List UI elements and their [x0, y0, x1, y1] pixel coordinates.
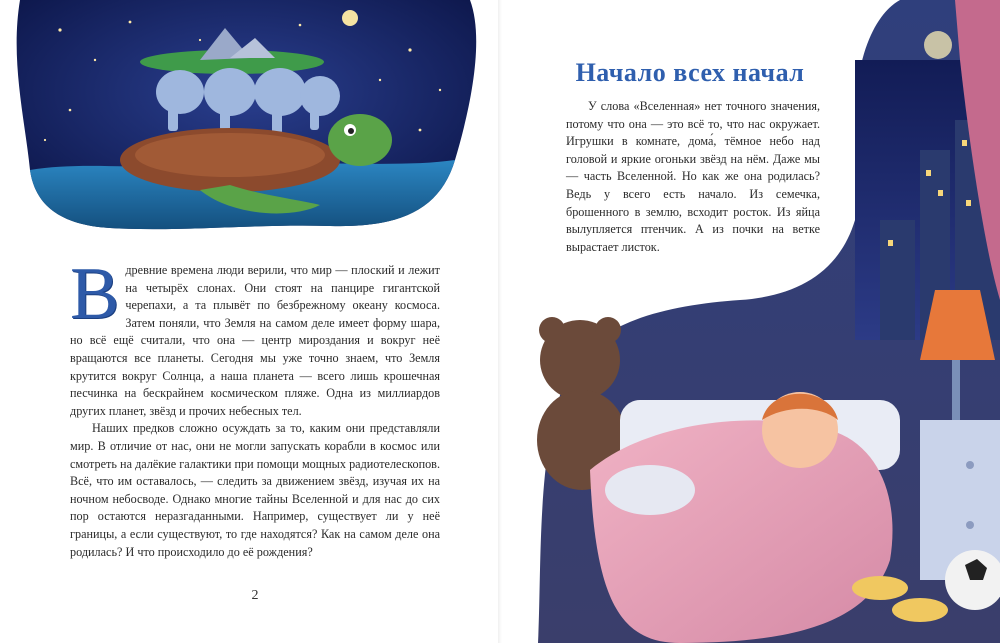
page-number: 2 — [251, 588, 259, 603]
right-page — [500, 0, 1000, 643]
paragraph-2: Наших предков сложно осуждать за то, каким они представляли мир. В отличие от нас, они не могли запускать корабли в космос или смотреть на далёкие галактики при помощи мощных радиотелескопов. Всё, что им оставалось, — следить за движением звёзд, изучая их на ночном небосводе. Однако многие тайны Вселенной и для нас до сих пор остаются неразгаданными. Например, существует ли у неё границы, а если существуют, то где находятся? Как на самом деле она родилась? И что происходило до её рождения? — [70, 421, 440, 559]
drop-cap: В — [70, 253, 120, 335]
cat — [605, 465, 695, 515]
right-paragraph: У слова «Вселенная» нет точного значения, потому что она — это всё то, что нас окружает. Игрушки в комнате, дома́, тёмное небо над головой и яркие огоньки звёзд на нём. Даже мы — часть Вселенной. Но как же она родилась? Ведь у всего есть начало. Из семечка, брошенного в землю, всходит росток. Из яйца вылупляется птенчик. А из почки на ветке вырастает листок. — [566, 99, 820, 254]
paragraph-1: древние времена люди верили, что мир — плоский и лежит на четырёх слонах. Они стоят на панцире гигантской черепахи, а та плывёт по безбрежному океану космоса. Затем поняли, что Земля на самом деле имеет форму шара, но всё ещё считали, что она — центр мироздания и вокруг неё вращаются все планеты. Сегодня мы уже точно знаем, что Земля крутится вокруг Солнца, а наша планета — всего лишь крошечная песчинка на бескрайнем космическом пляже. Одна из миллиардов других планет, звёзд и прочих небесных тел. — [70, 263, 440, 418]
right-body-text — [566, 98, 820, 256]
slippers — [852, 576, 908, 600]
bedroom-night-illustration — [500, 0, 1000, 643]
turtle-elephants-illustration — [0, 0, 500, 240]
chapter-title: Начало всех начал — [575, 58, 805, 87]
moon-icon — [924, 31, 952, 59]
left-body-text — [70, 253, 440, 561]
turtle-head — [328, 114, 392, 166]
blanket — [590, 420, 893, 643]
moon-icon — [342, 10, 358, 26]
